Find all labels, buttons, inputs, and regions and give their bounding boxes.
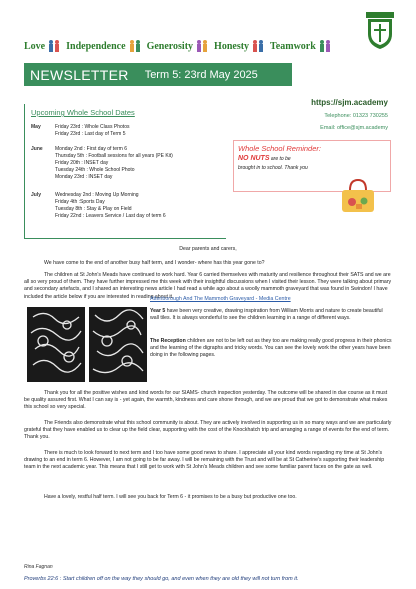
date-item: Friday 23rd : Whole Class Photos <box>55 124 130 130</box>
article-link[interactable]: Attenborough And The Mammoth Graveyard - Media Centre <box>150 296 291 302</box>
letter-paragraph: Have a lovely, restful half term. I will see you back for Term 6 - it promises to be a busy but productive one too. <box>44 494 297 500</box>
date-item: Tuesday 8th : Stay & Play on Field <box>55 206 132 212</box>
date-item: Friday 20th : INSET day <box>55 160 109 166</box>
date-item: Tuesday 24th : Whole School Photo <box>55 167 135 173</box>
date-month: June <box>31 146 43 152</box>
reminder-title: Whole School Reminder: <box>238 144 321 153</box>
letter-paragraph: Thank you for all the positive wishes and kind words for our SIAMS- church inspection yesterday. The outcome will be shared in due course as it must be quality assured first. What I can say is - yet again, the warmth, kindness and care shone through, and we are proud that we got to demonstrate what makes this school so very special. <box>24 390 388 411</box>
date-item: Wednesday 2nd : Moving Up Morning <box>55 192 139 198</box>
school-crest-icon <box>366 12 394 50</box>
date-item: Monday 23rd : INSET day <box>55 174 113 180</box>
paragraph-lead: The Reception <box>150 338 186 344</box>
term-date: Term 5: 23rd May 2025 <box>144 68 258 81</box>
upcoming-dates-panel <box>24 104 226 239</box>
date-item: Monday 2nd : First day of term 6 <box>55 146 127 152</box>
paragraph-text: have been very creative, drawing inspiration from William Morris and nature to create beautiful wall tiles. It is always wonderful to see the children learning in a range of different ways. <box>150 308 383 322</box>
lunchbox-icon <box>336 176 380 216</box>
date-items <box>55 146 173 181</box>
date-month: May <box>31 124 41 130</box>
value-word: Love <box>24 40 46 52</box>
email-link[interactable]: Email: office@sjm.academy <box>320 125 388 131</box>
dates-heading: Upcoming Whole School Dates <box>31 108 135 117</box>
paragraph-lead: Year 5 <box>150 308 166 314</box>
family-icon <box>47 39 61 53</box>
website-link[interactable]: https://sjm.academy <box>311 98 388 107</box>
contact-info <box>236 98 388 131</box>
date-item: Friday 22nd : Leavers Service / Last day of term 6 <box>55 213 166 219</box>
letter-paragraph <box>150 338 392 360</box>
family-icon <box>195 39 209 53</box>
letter-greeting: Dear parents and carers, <box>179 246 237 252</box>
newsletter-banner <box>24 63 292 86</box>
date-item: Thursday 5th : Football sessions for all years (PE Kit) <box>55 153 173 159</box>
telephone: Telephone: 01323 730255 <box>324 113 388 119</box>
proverb-quote: Proverbs 22:6 : Start children off on the way they should go, and even when they are old they will not turn from it. <box>24 576 299 582</box>
value-honesty <box>214 39 265 53</box>
letter-paragraph: The children at St John's Meads have continued to work hard. Year 6 carried themselves with maturity and resilience throughout their SATS and we are all so very proud of them. They have further impressed me this week with their insightful discussions when I visited their lesson. They were talking about primary and secondary artefacts, and I shared an interesting news article I had read a while ago about a woolly mammoth graveyard that was found in Swindon! I have included the article below if you are interested in reading about it. <box>24 272 392 300</box>
family-icon <box>251 39 265 53</box>
date-group-may <box>31 124 129 138</box>
date-items <box>55 192 166 220</box>
page-title: NEWSLETTER <box>30 66 129 83</box>
letter-paragraph: There is much to look forward to next term and I too have some good news to share. I appreciate all your kind words regarding my time at St John's drawing to an end in term 6. However, I am not going to be far away. I will be remaining with the Trust and will be at St Catherine's supporting their leadership team in the next academic year. This means that I still get to work with St John's Meads children and see some familiar parent faces on the gate as well. <box>24 450 385 471</box>
signature: Rina Fagnan <box>24 564 53 570</box>
letter-paragraph: We have come to the end of another busy half term, and I wonder- where has this year gone to? <box>44 260 265 266</box>
value-word: Generosity <box>146 40 194 52</box>
family-icon <box>128 39 142 53</box>
school-values-bar <box>24 36 364 56</box>
reminder-nuts: NO NUTS <box>238 155 270 162</box>
date-item: Friday 23rd : Last day of Term 5 <box>55 131 126 137</box>
value-word: Independence <box>66 40 126 52</box>
value-love <box>24 39 61 53</box>
letter-paragraph <box>150 308 392 322</box>
date-month: July <box>31 192 42 198</box>
value-independence <box>66 39 141 53</box>
letter-paragraph: The Friends also demonstrate what this school community is about. They are actively involved in supporting us in so many ways and we are particularly grateful that they have enabled us to clear up the field clear, supporting with the cost of the Knockhatch trip and arranging a range of events for the end of term. Thank you. <box>24 420 392 441</box>
reminder-line <box>238 155 386 162</box>
date-items <box>55 124 129 138</box>
value-word: Honesty <box>214 40 250 52</box>
value-word: Teamwork <box>270 40 316 52</box>
reminder-rest: are to be <box>269 156 291 162</box>
value-teamwork <box>270 39 332 53</box>
date-item: Friday 4th :Sports Day <box>55 199 105 205</box>
family-icon <box>318 39 332 53</box>
paragraph-text: children are not to be left out as they too are making really good progress in their phonics and the learning of the digraphs and tricky words. You can see the lovely work the other years have been doing in the following pages. <box>150 338 392 359</box>
reminder-line-2: brought in to school. Thank you <box>238 165 308 171</box>
value-generosity <box>147 39 209 53</box>
student-artwork-image <box>27 307 147 382</box>
date-group-july <box>31 192 166 220</box>
date-group-june <box>31 146 173 181</box>
